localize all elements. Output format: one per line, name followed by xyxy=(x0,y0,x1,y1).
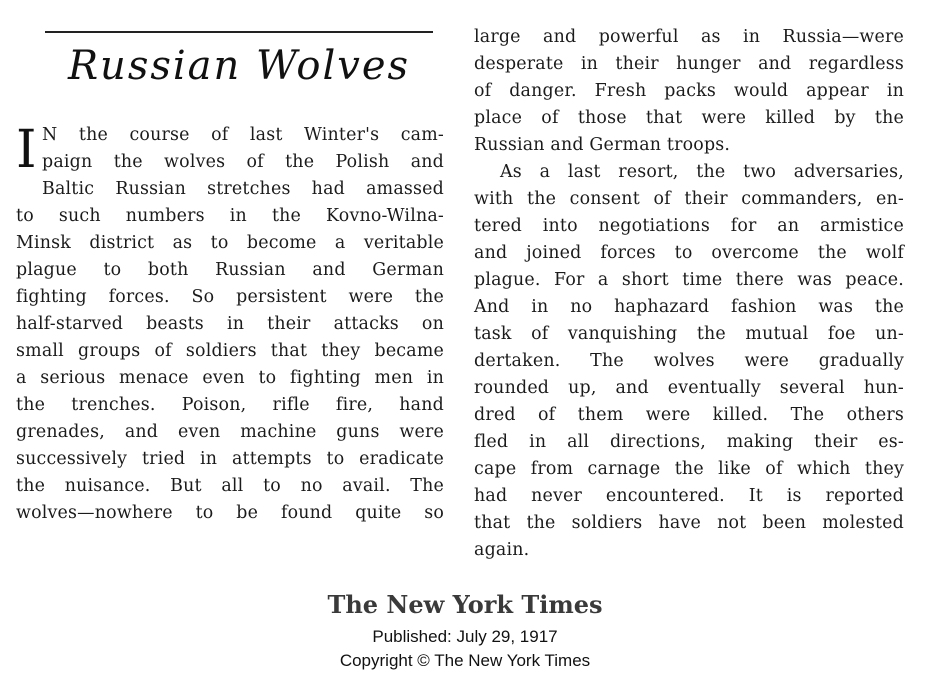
right-line: dertaken. The wolves were gradually xyxy=(474,351,904,371)
right-line: task of vanquishing the mutual foe un- xyxy=(474,324,904,344)
right-line: and joined forces to overcome the wolf xyxy=(474,243,904,263)
left-line: the trenches. Poison, rifle fire, hand xyxy=(16,395,444,415)
left-line: a serious menace even to fighting men in xyxy=(16,368,444,388)
right-line: again. xyxy=(474,540,530,560)
right-line: of danger. Fresh packs would appear in xyxy=(474,81,904,101)
right-line: had never encountered. It is reported xyxy=(474,486,904,506)
left-line: paign the wolves of the Polish and xyxy=(42,152,444,172)
left-line: Minsk district as to become a veritable xyxy=(16,233,444,253)
left-line: successively tried in attempts to eradicate xyxy=(16,449,444,469)
right-line: Russian and German troops. xyxy=(474,135,731,155)
right-line: with the consent of their commanders, en- xyxy=(474,189,904,209)
right-line: tered into negotiations for an armistice xyxy=(474,216,904,236)
right-column xyxy=(474,24,904,564)
article-headline: Russian Wolves xyxy=(67,43,411,89)
nyt-masthead-logo: The New York Times xyxy=(327,590,603,619)
right-line: that the soldiers have not been molested xyxy=(474,513,904,533)
right-line: And in no haphazard fashion was the xyxy=(474,297,904,317)
right-line: large and powerful as in Russia—were xyxy=(474,27,904,47)
left-line: to such numbers in the Kovno-Wilna- xyxy=(16,206,444,226)
left-line: plague to both Russian and German xyxy=(16,260,444,280)
right-line: rounded up, and eventually several hun- xyxy=(474,378,904,398)
left-line: N the course of last Winter's cam- xyxy=(42,125,444,145)
left-line: small groups of soldiers that they became xyxy=(16,341,444,361)
published-date: Published: July 29, 1917 xyxy=(372,627,558,646)
left-line: the nuisance. But all to no avail. The xyxy=(16,476,444,496)
right-line: desperate in their hunger and regardless xyxy=(474,54,904,74)
left-line: fighting forces. So persistent were the xyxy=(16,287,444,307)
right-line: dred of them were killed. The others xyxy=(474,405,904,425)
right-line: As a last resort, the two adversaries, xyxy=(500,162,904,182)
right-line: place of those that were killed by the xyxy=(474,108,904,128)
left-line: grenades, and even machine guns were xyxy=(16,422,444,442)
right-line: fled in all directions, making their es- xyxy=(474,432,904,452)
right-line: cape from carnage the like of which they xyxy=(474,459,904,479)
right-line: plague. For a short time there was peace. xyxy=(474,270,904,290)
left-line: Baltic Russian stretches had amassed xyxy=(42,179,444,199)
drop-cap: I xyxy=(16,120,37,180)
left-line: half-starved beasts in their attacks on xyxy=(16,314,444,334)
left-column xyxy=(16,122,444,527)
left-line: wolves—nowhere to be found quite so xyxy=(16,503,444,523)
headline-rule xyxy=(45,31,433,33)
copyright-notice: Copyright © The New York Times xyxy=(339,651,591,670)
